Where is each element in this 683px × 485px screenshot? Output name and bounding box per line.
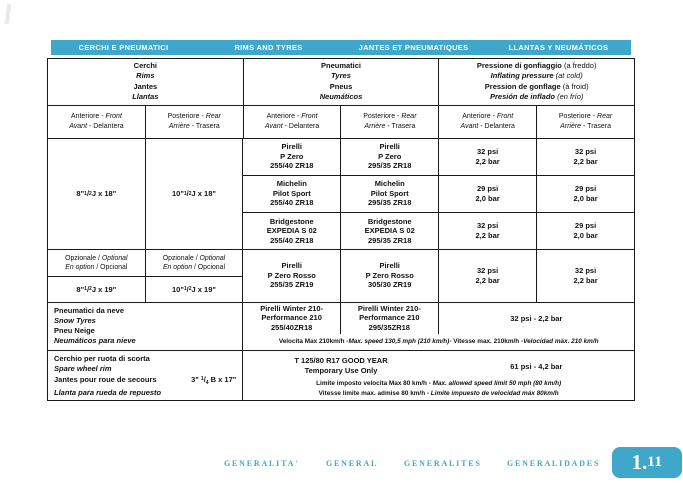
section-header-bar xyxy=(51,40,631,55)
spare-wheel-data xyxy=(243,351,634,400)
rims-tyres-spec-table xyxy=(47,58,635,401)
spare-wheel-row xyxy=(48,351,634,400)
group-header-line: Neumáticos xyxy=(319,92,363,102)
col-header-pressure-front: Anteriore - Front Avant - Delantera xyxy=(439,106,537,138)
section-title-english: RIMS AND TYRES xyxy=(234,43,303,52)
table-row xyxy=(243,176,634,213)
section-title-italian: CERCHI E PNEUMATICI xyxy=(78,43,169,52)
pressure-front: 32 psi 2,2 bar xyxy=(439,139,537,175)
group-header-line: Jantes xyxy=(133,81,158,91)
pressure-front: 32 psi 2,2 bar xyxy=(439,250,537,302)
footer-generalites: GENERALITES xyxy=(404,459,482,468)
group-header-rims xyxy=(48,59,244,105)
pressure-front: 32 psi 2,2 bar xyxy=(439,213,537,249)
footer-general: GENERAL xyxy=(326,459,379,468)
pressure-rear: 32 psi 2,2 bar xyxy=(573,266,598,285)
rim-size-front-standard: 8" 1 / 2 J x 18" xyxy=(48,139,146,249)
optional-rim-rear-cell xyxy=(146,250,244,302)
group-header-line: Presión de inflado (en frío) xyxy=(490,92,584,102)
page-number-badge xyxy=(612,447,682,478)
snow-tyres-label: Pneumatici da neve Snow Tyres Pneu Neige Neumáticos para nieve xyxy=(48,303,243,351)
pressure-rear: 29 psi 2,0 bar xyxy=(573,184,598,203)
group-header-line: Pneumatici xyxy=(321,60,362,70)
section-title-french: JANTES ET PNEUMATIQUES xyxy=(358,43,469,52)
column-header-row xyxy=(48,106,634,139)
snow-pressure: 32 psi - 2,2 bar xyxy=(510,313,563,323)
col-header-tyre-rear: Posteriore - Rear Arrière - Trasera xyxy=(341,106,439,138)
pressure-front: 29 psi 2,0 bar xyxy=(439,176,537,212)
table-row xyxy=(243,213,634,249)
rim-size-spare: 3" $^1/_4$ B x 17" xyxy=(191,375,237,387)
snow-tyre-front: Pirelli Winter 210- Performance 210 255/40ZR18 xyxy=(243,303,341,334)
table-row xyxy=(243,139,634,176)
tyre-rear: Pirelli P Zero Rosso 305/30 ZR19 xyxy=(341,250,439,302)
pressure-rear: 29 psi 2,0 bar xyxy=(573,221,598,240)
snow-tyres-data xyxy=(243,303,634,351)
optional-rim-front-cell xyxy=(48,250,146,302)
snow-tyres-row xyxy=(48,303,634,352)
group-header-line: Inflating pressure (at cold) xyxy=(490,71,583,81)
group-header-line: Pression de gonflage (à froid) xyxy=(484,81,589,91)
tyre-front: Pirelli P Zero 255/40 ZR18 xyxy=(243,139,341,175)
tyre-rear: Pirelli P Zero 295/35 ZR18 xyxy=(341,139,439,175)
snow-speed-note: Velocita Max 210km/h - Max. speed 130,5 mph (210 km/h) - Vitesse max. 210km/h - Velocidad máx. 210 km/h xyxy=(278,338,599,346)
rim-size-rear-standard: 10" 1 / 2 J x 18" xyxy=(146,139,244,249)
scan-artifact xyxy=(5,4,11,24)
footer-generalita: GENERALITA' xyxy=(224,459,300,468)
standard-tyre-rows xyxy=(243,139,634,249)
optional-label: Opzionale / Optional En option / Opcional xyxy=(146,250,243,277)
col-header-tyre-front: Anteriore - Front Avant - Delantera xyxy=(244,106,342,138)
optional-label: Opzionale / Optional En option / Opcional xyxy=(48,250,145,277)
col-header-rim-front: Anteriore - Front Avant - Delantera xyxy=(48,106,146,138)
rim-size-front-optional: 8" 1 / 2 J x 19" xyxy=(76,284,117,294)
col-header-rim-rear: Posteriore - Rear Arrière - Trasera xyxy=(146,106,244,138)
group-header-line: Cerchi xyxy=(133,60,157,70)
optional-tyres-row xyxy=(48,250,634,303)
spare-speed-notes: Limite imposto velocita Max 80 km/h - Max. allowed speed limit 50 mph (80 km/h) Vitesse limite max. admise 80 km/h - Limite impuesto de velocidad máx 80km/h xyxy=(316,380,562,397)
page-number-major: 1. xyxy=(631,450,648,474)
group-header-row xyxy=(48,59,634,106)
snow-tyre-rear: Pirelli Winter 210- Performance 210 295/35ZR18 xyxy=(341,303,439,334)
spare-pressure: 61 psi - 4,2 bar xyxy=(510,361,563,371)
group-header-line: Rims xyxy=(136,71,155,81)
tyre-front: Pirelli P Zero Rosso 255/35 ZR19 xyxy=(243,250,341,302)
group-header-pressure xyxy=(439,59,634,105)
tyre-front: Bridgestone EXPEDIA S 02 255/40 ZR18 xyxy=(243,213,341,249)
tyre-front: Michelin Pilot Sport 255/40 ZR18 xyxy=(243,176,341,212)
tyre-rear: Bridgestone EXPEDIA S 02 295/35 ZR18 xyxy=(341,213,439,249)
spare-tyre: T 125/80 R17 GOOD YEAR Temporary Use Only xyxy=(294,356,388,376)
footer-generalidades: GENERALIDADES xyxy=(507,459,601,468)
section-title-spanish: LLANTAS Y NEUMÁTICOS xyxy=(508,43,609,52)
rim-size-rear-optional: 10" 1 / 2 J x 19" xyxy=(171,284,216,294)
group-header-line: Pneus xyxy=(329,81,353,91)
page-number-minor: 11 xyxy=(647,454,663,470)
col-header-pressure-rear: Posteriore - Rear Arrière - Trasera xyxy=(558,113,613,130)
pressure-rear: 32 psi 2,2 bar xyxy=(573,147,598,166)
group-header-line: Llantas xyxy=(132,92,159,102)
standard-tyres-block xyxy=(48,139,634,250)
group-header-line: Pressione di gonfiaggio (a freddo) xyxy=(476,60,597,70)
group-header-line: Tyres xyxy=(331,71,351,81)
tyre-rear: Michelin Pilot Sport 295/35 ZR18 xyxy=(341,176,439,212)
spare-wheel-label: Cerchio per ruota di scorta Spare wheel rim Jantes pour roue de secours 3" $^1/_4$ B x 17" Llanta para rueda de repuesto xyxy=(48,351,243,400)
group-header-tyres xyxy=(244,59,440,105)
